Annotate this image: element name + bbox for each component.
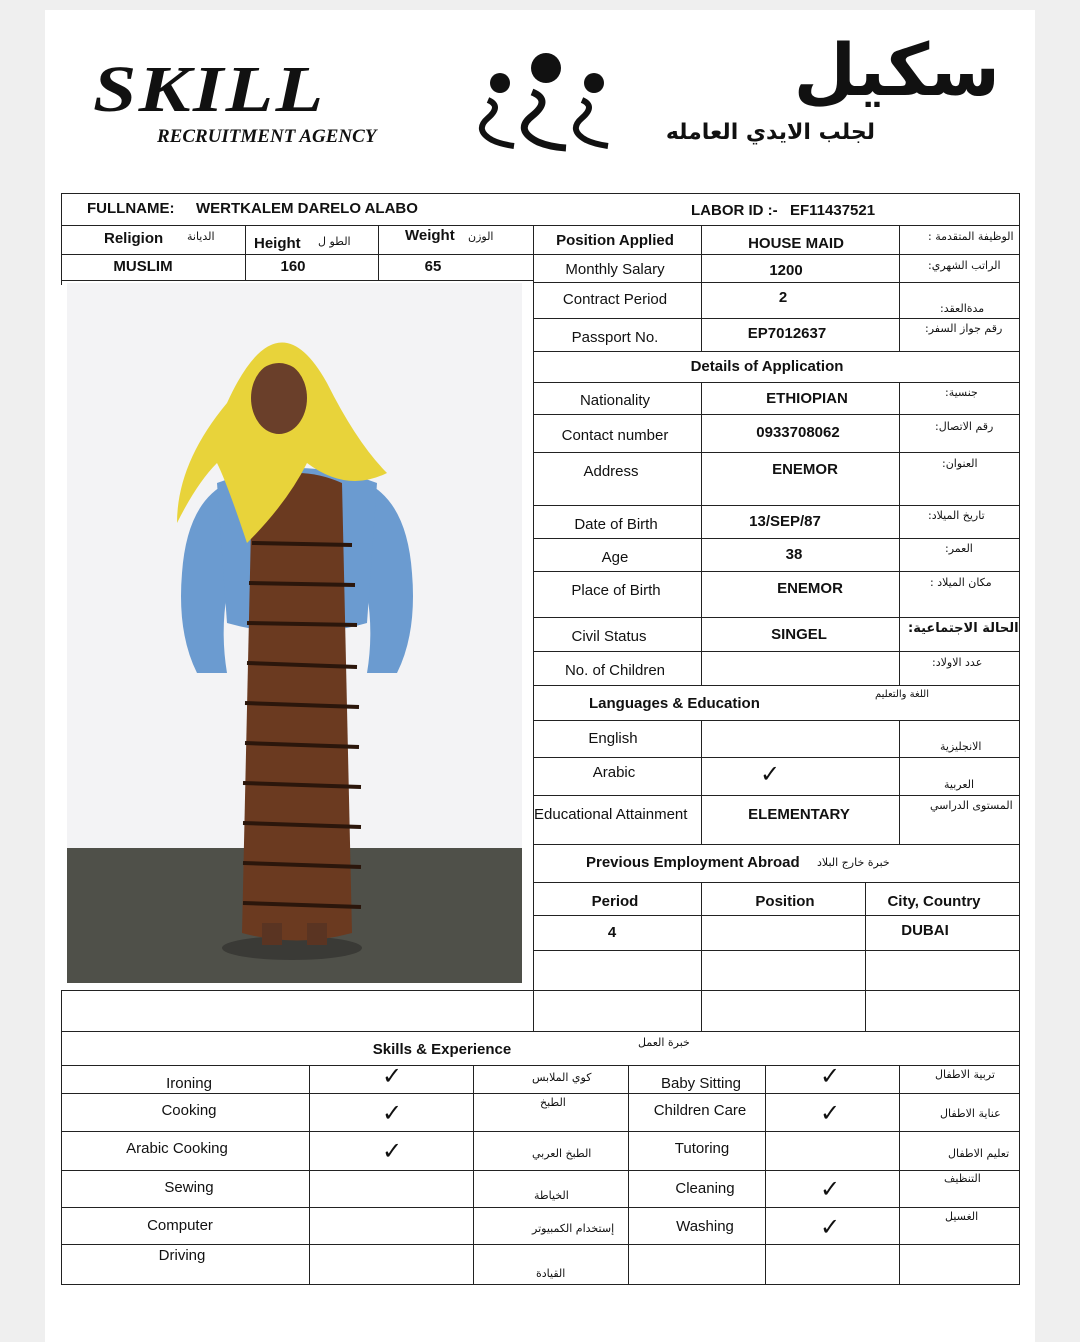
application-label: No. of Children — [564, 662, 666, 679]
skill-left-label: Driving — [158, 1247, 206, 1264]
skill-right-arabic: عناية الاطفال — [940, 1107, 1001, 1120]
application-arabic: مكان الميلاد : — [930, 576, 992, 589]
fullname-label: FULLNAME: — [87, 200, 175, 217]
skill-left-label: Sewing — [164, 1179, 214, 1196]
labor-id-value: EF11437521 — [790, 202, 876, 219]
religion-label: Religion — [104, 230, 164, 247]
height-arabic: الطو ل — [318, 235, 351, 248]
detail-label: Position Applied — [556, 232, 674, 249]
header — [0, 0, 1080, 190]
skill-right-label: Children Care — [653, 1102, 747, 1119]
skill-left-check: ✓ — [382, 1137, 403, 1165]
detail-value: EP7012637 — [747, 325, 827, 342]
detail-arabic: رقم جواز السفر: — [925, 322, 1003, 335]
skill-right-check: ✓ — [820, 1213, 841, 1241]
employment-header: City, Country — [887, 893, 981, 910]
application-label: Place of Birth — [571, 582, 661, 599]
logo-arabic: سكيل — [793, 28, 1000, 112]
detail-label: Contract Period — [562, 291, 668, 308]
english-arabic: الانجليزية — [940, 740, 982, 753]
skill-left-arabic: الطبخ العربي — [532, 1147, 592, 1160]
application-label: Date of Birth — [574, 516, 658, 533]
skills-arabic: خبرة العمل — [638, 1036, 690, 1049]
application-title: Details of Application — [690, 358, 844, 375]
employment-title: Previous Employment Abroad — [586, 854, 800, 871]
skill-left-check: ✓ — [382, 1062, 403, 1090]
employment-arabic: خبرة خارج البلاد — [817, 856, 890, 869]
application-arabic: العنوان: — [942, 457, 978, 470]
arabic-arabic: العربية — [944, 778, 975, 791]
candidate-photo — [67, 283, 522, 983]
skill-left-arabic: القيادة — [536, 1267, 566, 1280]
detail-arabic: مدةالعقد: — [940, 302, 985, 315]
application-value: ENEMOR — [777, 580, 843, 597]
people-logo-icon — [470, 50, 625, 155]
employment-header: Period — [591, 893, 639, 910]
height-label: Height — [254, 235, 301, 252]
detail-arabic: الوظيفة المتقدمة : — [928, 230, 1014, 243]
application-value: ETHIOPIAN — [766, 390, 848, 407]
application-arabic: عدد الاولاد: — [932, 656, 983, 669]
skill-right-check: ✓ — [820, 1099, 841, 1127]
application-value: 38 — [785, 546, 803, 563]
arabic-check: ✓ — [760, 760, 781, 788]
religion-arabic: الديانة — [187, 230, 215, 243]
application-label: Age — [601, 549, 629, 566]
education-value: ELEMENTARY — [748, 806, 850, 823]
application-arabic: جنسية: — [945, 386, 978, 399]
skill-right-arabic: تربية الاطفال — [935, 1068, 995, 1081]
education-arabic: المستوى الدراسي — [930, 799, 1013, 812]
application-value: ENEMOR — [772, 461, 838, 478]
skills-title: Skills & Experience — [372, 1041, 512, 1058]
employment-city: DUBAI — [901, 922, 949, 939]
detail-label: Monthly Salary — [565, 261, 665, 278]
application-value: SINGEL — [771, 626, 827, 643]
skill-right-check: ✓ — [820, 1175, 841, 1203]
detail-label: Passport No. — [571, 329, 659, 346]
skill-right-arabic: الغسيل — [945, 1210, 979, 1223]
application-label: Contact number — [561, 427, 669, 444]
education-label: Educational Attainment — [534, 806, 688, 823]
skill-right-label: Cleaning — [675, 1180, 735, 1197]
application-label: Civil Status — [571, 628, 647, 645]
skill-right-arabic: تعليم الاطفال — [948, 1147, 1010, 1160]
skill-left-label: Ironing — [166, 1075, 212, 1092]
height-value: 160 — [280, 258, 306, 275]
skill-right-label: Tutoring — [674, 1140, 730, 1157]
skill-left-check: ✓ — [382, 1099, 403, 1127]
application-value: 13/SEP/87 — [749, 513, 821, 530]
photo-illustration — [67, 283, 522, 983]
weight-arabic: الوزن — [468, 230, 494, 243]
detail-value: HOUSE MAID — [748, 235, 844, 252]
tagline-arabic: لجلب الايدي العامله — [665, 120, 875, 145]
skill-right-arabic: التنظيف — [944, 1172, 981, 1185]
detail-value: 2 — [778, 289, 788, 306]
employment-period: 4 — [607, 924, 617, 941]
detail-value: 1200 — [769, 262, 803, 279]
application-arabic: الحالة الاجتماعية: — [908, 621, 1019, 636]
weight-value: 65 — [424, 258, 442, 275]
religion-value: MUSLIM — [113, 258, 173, 275]
skill-left-arabic: الخياطة — [534, 1189, 569, 1202]
skill-left-label: Computer — [147, 1217, 213, 1234]
detail-arabic: الراتب الشهري: — [928, 259, 1001, 272]
arabic-label: Arabic — [592, 764, 636, 781]
skill-left-label: Cooking — [161, 1102, 217, 1119]
labor-id-label: LABOR ID :- — [691, 202, 778, 219]
application-value: 0933708062 — [756, 424, 840, 441]
skill-right-check: ✓ — [820, 1062, 841, 1090]
skill-left-arabic: الطبخ — [540, 1096, 566, 1109]
application-arabic: العمر: — [945, 542, 973, 555]
skill-left-arabic: إستخدام الكمبيوتر — [532, 1222, 615, 1235]
skill-left-label: Arabic Cooking — [126, 1140, 228, 1157]
skill-right-label: Washing — [676, 1218, 734, 1235]
skill-right-label: Baby Sitting — [660, 1075, 742, 1092]
logo-text: SKILL — [93, 53, 326, 126]
languages-title: Languages & Education — [589, 695, 760, 712]
application-arabic: رقم الاتصال: — [935, 420, 994, 433]
application-label: Nationality — [579, 392, 651, 409]
weight-label: Weight — [405, 227, 455, 244]
english-label: English — [588, 730, 638, 747]
application-arabic: تاريخ الميلاد: — [928, 509, 985, 522]
languages-arabic: اللغة والتعليم — [875, 689, 929, 700]
skill-left-arabic: كوي الملابس — [532, 1071, 592, 1084]
application-label: Address — [583, 463, 639, 480]
fullname-value: WERTKALEM DARELO ALABO — [196, 200, 418, 217]
employment-header: Position — [755, 893, 815, 910]
agency-name: RECRUITMENT AGENCY — [157, 126, 377, 147]
